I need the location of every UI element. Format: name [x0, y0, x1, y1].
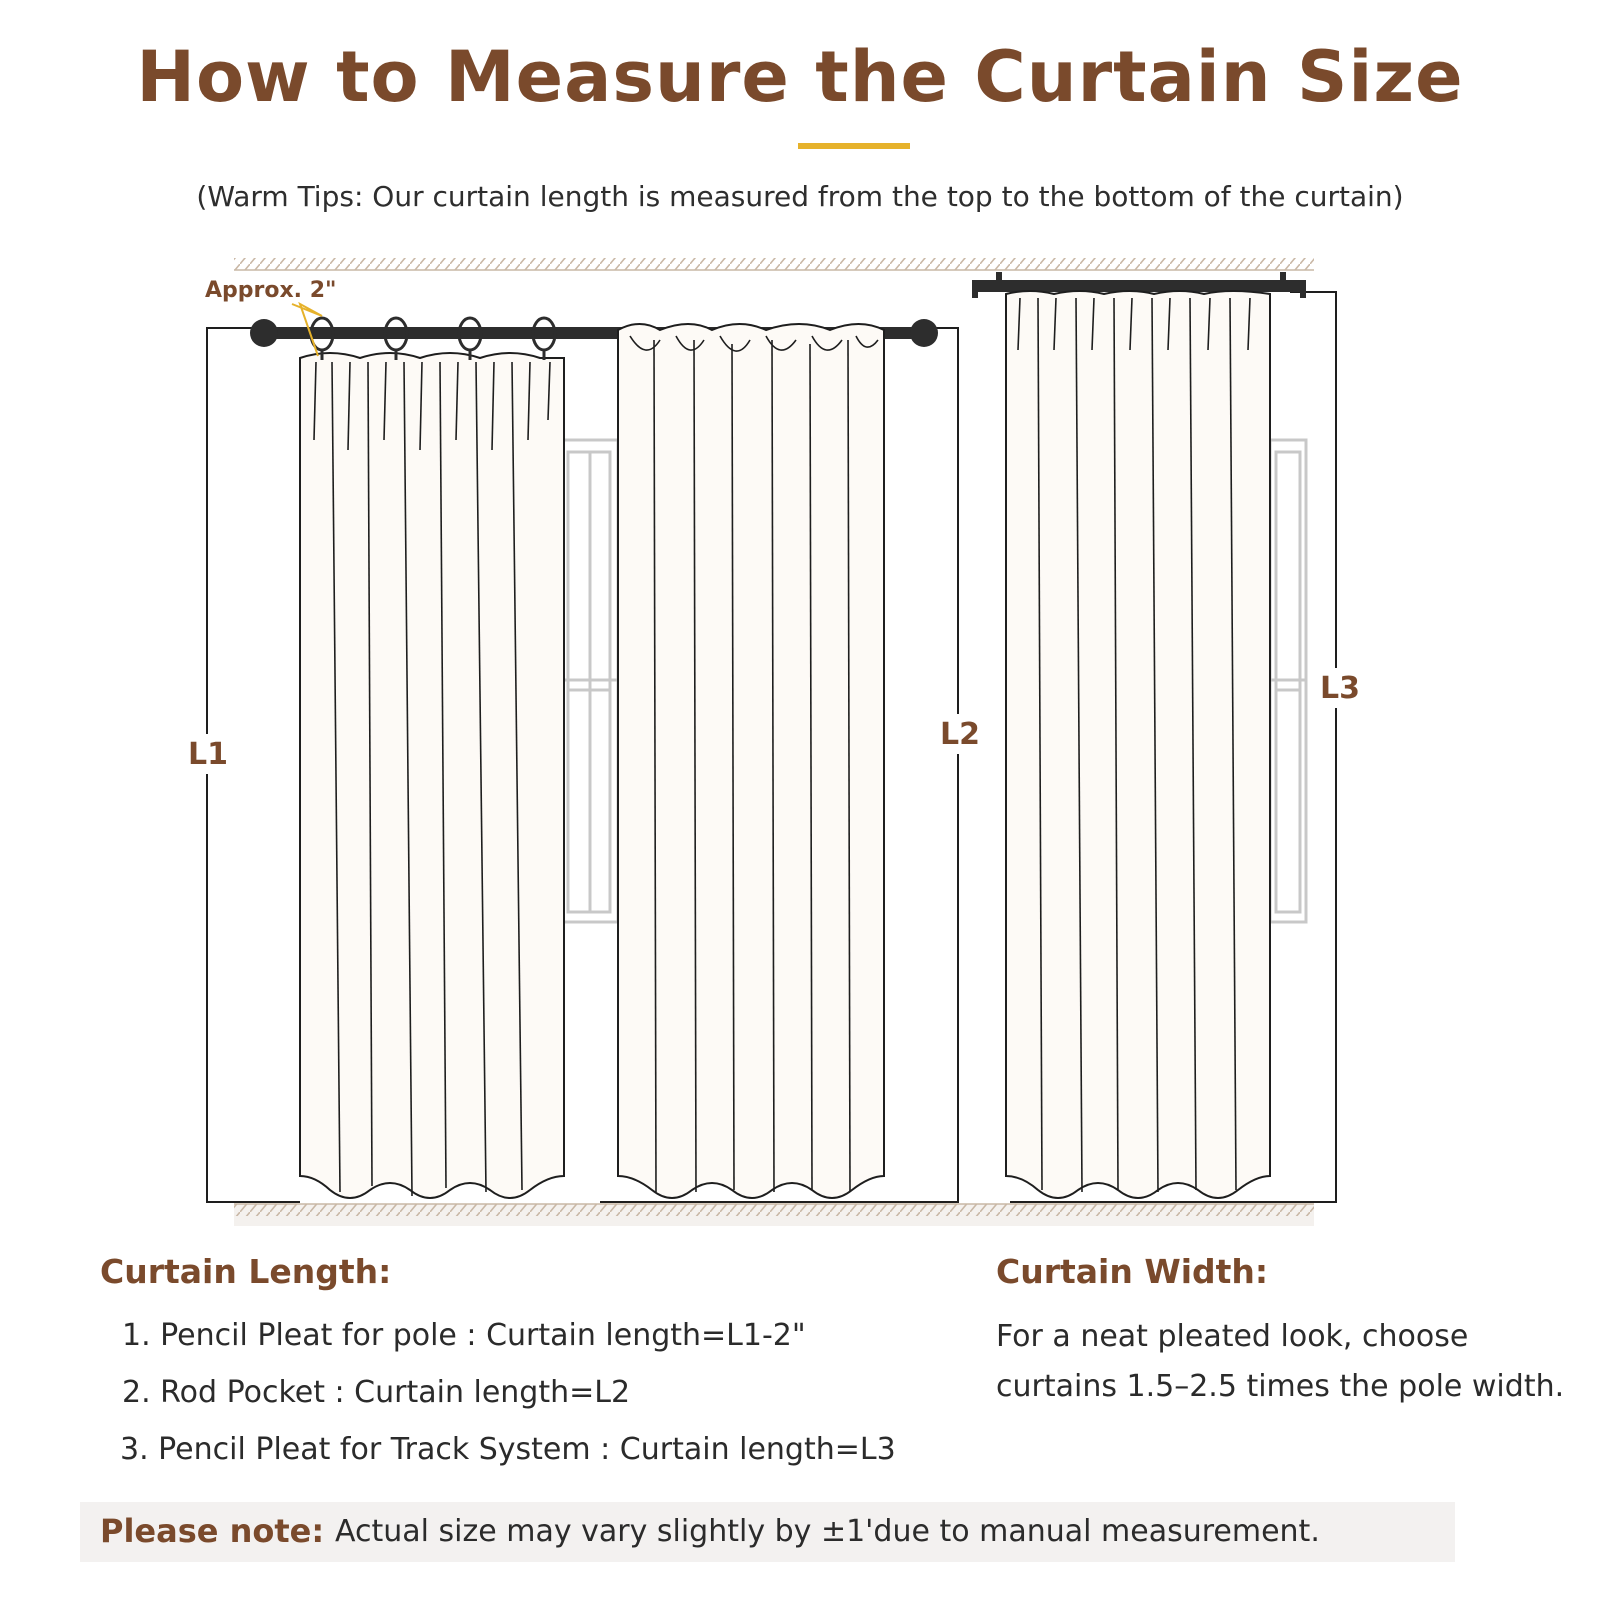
curtain-rod-pocket: [618, 324, 884, 1198]
title-underline: [798, 143, 910, 149]
curtain-pencil-pleat-track: [1006, 291, 1270, 1198]
window-frame-left: [558, 440, 618, 922]
note-bar: [80, 1502, 1455, 1562]
measure-label-l1: L1: [188, 737, 228, 772]
length-item-2: 2. Rod Pocket : Curtain length=L2: [122, 1375, 631, 1410]
curtain-width-heading: Curtain Width:: [996, 1252, 1269, 1291]
note-label: Please note:: [100, 1512, 325, 1550]
approx-label: Approx. 2": [205, 278, 337, 303]
page-title: How to Measure the Curtain Size: [136, 36, 1464, 118]
length-item-1: 1. Pencil Pleat for pole : Curtain length=L1-2": [122, 1318, 806, 1353]
note-text: Actual size may vary slightly by ±1'due to manual measurement.: [335, 1514, 1320, 1549]
length-item-3: 3. Pencil Pleat for Track System : Curtain length=L3: [120, 1432, 896, 1467]
ceiling-hatch: [234, 258, 1314, 270]
window-frame-right: [1270, 440, 1306, 922]
warm-tip: (Warm Tips: Our curtain length is measured from the top to the bottom of the curtain): [196, 180, 1404, 213]
curtain-width-text: For a neat pleated look, choose curtains 1.5–2.5 times the pole width.: [996, 1319, 1565, 1404]
curtain-diagram: [0, 250, 1600, 1240]
measure-label-l3: L3: [1320, 671, 1360, 706]
floor-hatch: [234, 1204, 1314, 1226]
measure-label-l2: L2: [940, 717, 980, 752]
curtain-length-heading: Curtain Length:: [100, 1252, 392, 1291]
curtain-pencil-pleat-pole: [300, 353, 564, 1198]
